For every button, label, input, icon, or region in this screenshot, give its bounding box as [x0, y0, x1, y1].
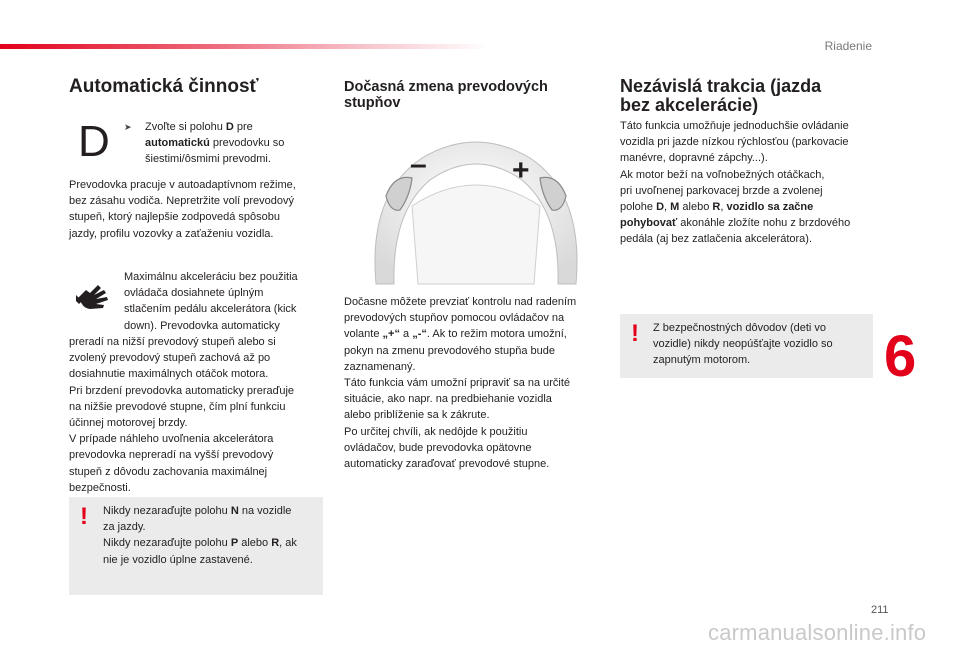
select-d-instruction: Zvoľte si polohu D pre automatickú prevodovku so šiestimi/ôsmimi prevodmi. [145, 121, 285, 166]
section-title: Riadenie [824, 39, 872, 53]
adaptive-mode-paragraph: Prevodovka pracuje v autoadaptívnom režime, bez zásahu vodiča. Nepretržite volí prevodový stupeň, ktorý najlepšie zodpovedá spôsobu jazdy, profilu vozovky a zaťaženiu vozidla. [69, 179, 296, 240]
kick-down-paragraph-rest: preradí na nižší prevodový stupeň alebo si zvolený prevodový stupeň zachová až po dosiahnutie maximálnych otáčok motora. Pri brzdení prevodovka automaticky preraďuje na nižšie prevodové stupne, čím plní funkciu účinnej motorovej brzdy. V prípade náhleho uvoľnenia akcelerátora prevodovka nepreradí na vyšší prevodový stupeň z dôvodu zachovania maximálnej bezpečnosti. [69, 336, 295, 494]
temporary-gear-paragraph: Dočasne môžete prevziať kontrolu nad radením prevodových stupňov pomocou ovládačov na volante „+“ a „-“. Ak to režim motora umožní, pokyn na zmenu prevodového stupňa bude zaznamenaný. Táto funkcia vám umožní pripraviť sa na určité situácie, ako napr. na predbiehanie vozidla alebo priblíženie sa k zákrute. Po určitej chvíli, ak nedôjde k použitiu ovládačov, bude prevodovka opätovne automaticky zaraďovať prevodové stupne. [344, 296, 577, 471]
title-automatic-mode: Automatická činnosť [69, 76, 259, 97]
watermark: carmanualsonline.info [708, 620, 927, 645]
kick-down-paragraph-start: Maximálnu akceleráciu bez použitia ovládača dosiahnete úplným stlačením pedálu akcelerátora (kick down). Prevodovka automaticky [124, 271, 298, 332]
chapter-number: 6 [884, 324, 917, 389]
gear-d-symbol: D [78, 117, 110, 166]
page-number: 211 [871, 604, 889, 616]
paddle-plus-label: + [512, 154, 530, 187]
exclamation-icon: ! [80, 503, 88, 530]
arrow-bullet-icon: ➤ [124, 122, 132, 132]
warning-engine-text: Z bezpečnostných dôvodov (deti vo vozidle) nikdy neopúšťajte vozidlo so zapnutým motorom. [653, 322, 833, 367]
paddle-minus-label: – [410, 148, 427, 181]
title-temporary-gear-change: Dočasná zmena prevodových stupňov [344, 79, 548, 111]
steering-wheel-paddles-icon [362, 134, 590, 286]
title-independent-traction: Nezávislá trakcia (jazda bez akcelerácie) [620, 76, 822, 115]
warning-gear-text: Nikdy nezaraďujte polohu N na vozidle za jazdy. Nikdy nezaraďujte polohu P alebo R, ak nie je vozidlo úplne zastavené. [103, 505, 297, 566]
exclamation-icon: ! [631, 320, 639, 347]
header-accent-bar [0, 44, 490, 49]
independent-traction-paragraph: Táto funkcia umožňuje jednoduchšie ovládanie vozidla pri jazde nízkou rýchlosťou (parkovacie manévre, dopravné zápchy...). Ak motor beží na voľnobežných otáčkach, pri uvoľnenej parkovacej brzde a zvolenej polohe D, M alebo R, vozidlo sa začne pohybovať akonáhle zložíte nohu z brzdového pedála (aj bez zatlačenia akcelerátora). [620, 120, 851, 246]
hand-press-icon [76, 280, 110, 312]
